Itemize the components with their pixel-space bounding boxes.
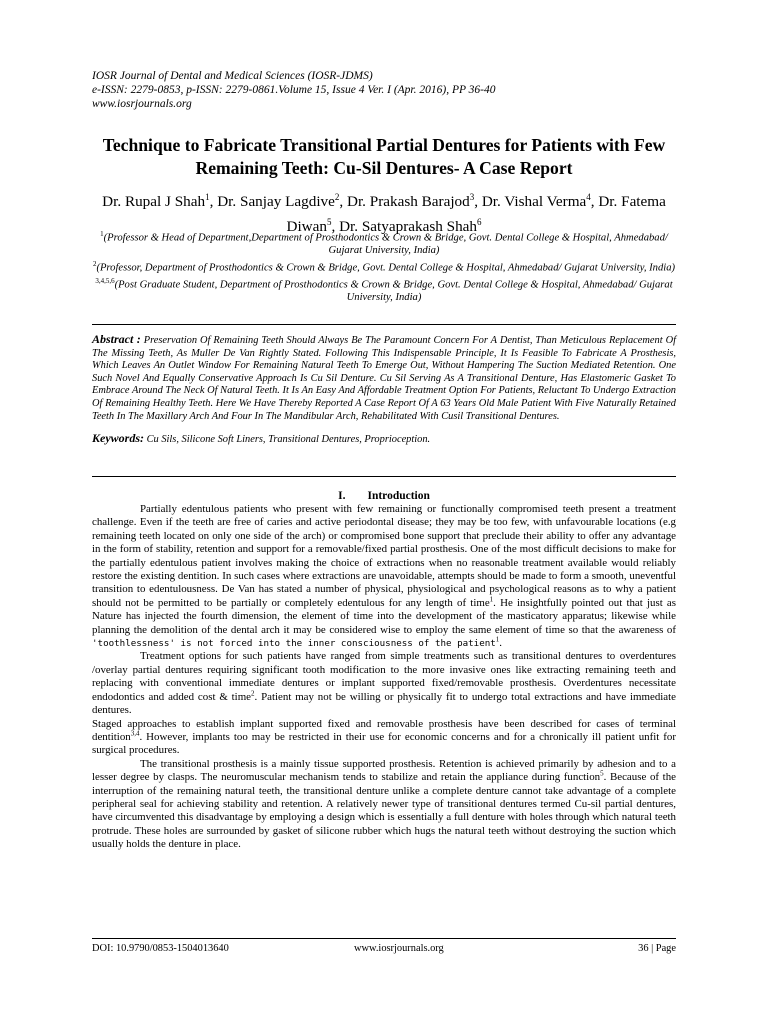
citation: 5 (600, 769, 604, 778)
paragraph-text: . He insightfully pointed out that just as Nature has injected the fourth dimension, the element of time into the development of the masticatory apparatus; likewise while planning the demolition of the dental arch it may be considered wise to employ the same element of time so that the awareness of (92, 596, 677, 636)
affiliation-2 (92, 258, 676, 275)
paragraph-quote: 'toothlessness' is not forced into the inner consciousness of the patient (92, 638, 496, 650)
keywords-label: Keywords: (92, 431, 144, 445)
affiliations (92, 228, 676, 304)
author-name: Dr. Sanjay Lagdive (217, 193, 335, 211)
affiliation-text: (Professor & Head of Department,Department of Prosthodontics & Crown & Bridge, Govt. Dental College & Hospital, Ahmedabad/ Gujarat University, India) (103, 232, 668, 257)
journal-name: IOSR Journal of Dental and Medical Sciences (IOSR-JDMS) (92, 70, 373, 82)
paragraph-text: Partially edentulous patients who present with few remaining or functionally compromised teeth present a treatment challenge. Even if the teeth are free of caries and active periodontal disease; they may be too few, with unfavourable locations (e.g remaining teeth located on only one side of the arch) or compromised bone support that preclude their ability to offer any advantage in the form of stability, retention and support for a removable/fixed partial prosthesis. One of the most difficult decisions to make for the partially edentulous patient involves making the choice of extractions when no reasonable treatment available would reliably restore the existing dentition. In such cases where extractions are unavoidable, attempts should be made to form a smooth, uneventful transition to edentulousness. De Van has stated a number of physical, physiological and psychological reasons as to why a patient should not be permitted to be partially or completely edentulous for any length of time (92, 503, 676, 609)
paragraph-2 (92, 650, 676, 717)
keywords-text: Cu Sils, Silicone Soft Liners, Transitional Dentures, Proprioception. (144, 434, 431, 445)
citation: 2 (251, 689, 255, 698)
body-text (92, 503, 676, 852)
section-number: I. (338, 490, 346, 502)
paragraph-text: The transitional prosthesis is a mainly tissue supported prosthesis. Retention is achieved primarily by adhesion and to a lesser degree by clasps. The neuromuscular mechanism tends to stabilize and retain the appliance during function (92, 757, 676, 784)
paragraph-1 (92, 503, 676, 650)
abstract (92, 333, 676, 423)
section-title: Introduction (367, 490, 430, 502)
affiliation-sup: 2 (92, 259, 97, 268)
author-sup: 6 (477, 217, 482, 228)
paragraph-3 (92, 718, 676, 758)
paragraph-text: Staged approaches to establish implant supported fixed and removable prosthesis have been described for cases of terminal dentition (92, 717, 676, 743)
author-sup: 4 (586, 192, 591, 202)
footer-doi: DOI: 10.9790/0853-1504013640 (92, 943, 229, 954)
paragraph-4 (92, 758, 676, 852)
footer-site[interactable]: www.iosrjournals.org (354, 943, 444, 954)
author-sup: 2 (334, 192, 340, 202)
paragraph-text: . (499, 637, 503, 650)
journal-url[interactable]: www.iosrjournals.org (92, 98, 192, 110)
author-sep: , (339, 193, 347, 211)
abstract-label: Abstract : (92, 332, 141, 346)
author-sep: , (209, 193, 218, 211)
divider-bottom (92, 476, 676, 477)
affiliation-1 (92, 228, 676, 258)
abstract-text: Preservation Of Remaining Teeth Should Always Be The Paramount Concern For A Dentist, Than Meticulous Replacement Of The Missing Teeth, As Muller De Van Rightly Stated. Following This Indispensable Principle, It Is Feasible To Fabricate A Prosthesis, Which Leaves An Outlet Window For Remaining Natural Teeth To Emerge Out, Without Hampering The Suction Mediated Retention. One Such Novel And Equally Conservative Approach Is Cu Sil Denture. Cu Sil Serving As A Transitional Denture, Has Elastomeric Gasket To Embrace Around The Neck Of Natural Teeth. It Is An Easy And Affordable Treatment Option For Patients, Reluctant To Undergo Extraction Of Remaining Healthy Teeth. Here We Have Thereby Reported A Case Report Of A 63 Years Old Male Patient With Five Naturally Retained Teeth In The Maxillary Arch And Four In The Mandibular Arch, Rehabilitated With Cusil Transitional Dentures. (92, 335, 676, 422)
author-sep: , (331, 218, 340, 236)
paragraph-text: . However, implants too may be restricted in their use for economic concerns and for a chronically ill patient unfit for surgical procedures. (92, 730, 676, 757)
author-name: Dr. Fatema Diwan (286, 193, 666, 236)
author-name: Dr. Vishal Verma (481, 193, 587, 211)
citation: 1 (495, 635, 500, 644)
author-sup: 1 (205, 192, 210, 202)
affiliation-text: (Professor, Department of Prosthodontics & Crown & Bridge, Govt. Dental College & Hospital, Ahmedabad/ Gujarat University, India) (96, 262, 676, 274)
affiliation-3 (92, 275, 676, 305)
journal-header (92, 69, 496, 111)
paper-title: Technique to Fabricate Transitional Partial Dentures for Patients with Few Remaining Teeth: Cu-Sil Dentures- A Case Report (102, 135, 666, 178)
divider-top (92, 324, 676, 325)
affiliation-sup: 3,4,5,6 (95, 276, 115, 285)
citation: 3,4 (130, 729, 140, 738)
author-name: Dr. Satyaprakash Shah (339, 218, 478, 236)
author-sep: , (590, 193, 599, 211)
paragraph-text: Treatment options for such patients have ranged from simple treatments such as transitional dentures to overdentures /overlay partial dentures requiring significant tooth modification to the more invasive ones like extracting remaining teeth and replacing with conventional immediate dentures or implant supported fixed/removable prosthesis. Overdentures necessitate endodontics and added cost & time (92, 650, 676, 703)
author-sep: , (474, 193, 482, 211)
citation: 1 (489, 595, 494, 604)
author-sup: 5 (326, 217, 332, 228)
author-name: Dr. Rupal J Shah (102, 193, 206, 211)
keywords (92, 431, 676, 447)
footer-page-number: 36 | Page (638, 943, 676, 954)
section-heading (92, 490, 676, 502)
affiliation-text: (Post Graduate Student, Department of Prosthodontics & Crown & Bridge, Govt. Dental College & Hospital, Ahmedabad/ Gujarat University, India) (114, 279, 673, 303)
paragraph-text: . Because of the interruption of the remaining natural teeth, the transitional denture unlike a complete denture cannot take advantage of a complete peripheral seal for achieving stability and retention. A relatively newer type of transitional dentures termed Cu-sil partial dentures, have circumvented this disadvantage by employing a design which is essentially a full denture with holes through which natural teeth protrude. These holes are surrounded by gasket of silicone rubber which hugs the natural teeth without destroying the suction which usually holds the denture in place. (92, 771, 676, 851)
author-name: Dr. Prakash Barajod (347, 193, 470, 211)
affiliation-sup: 1 (100, 230, 104, 238)
author-sup: 3 (469, 192, 475, 202)
paragraph-text: . Patient may not be willing or physically fit to undergo total extractions and have immediate dentures. (92, 690, 676, 717)
footer-divider (92, 938, 676, 939)
journal-issn: e-ISSN: 2279-0853, p-ISSN: 2279-0861.Volume 15, Issue 4 Ver. I (Apr. 2016), PP 36-40 (92, 84, 496, 96)
